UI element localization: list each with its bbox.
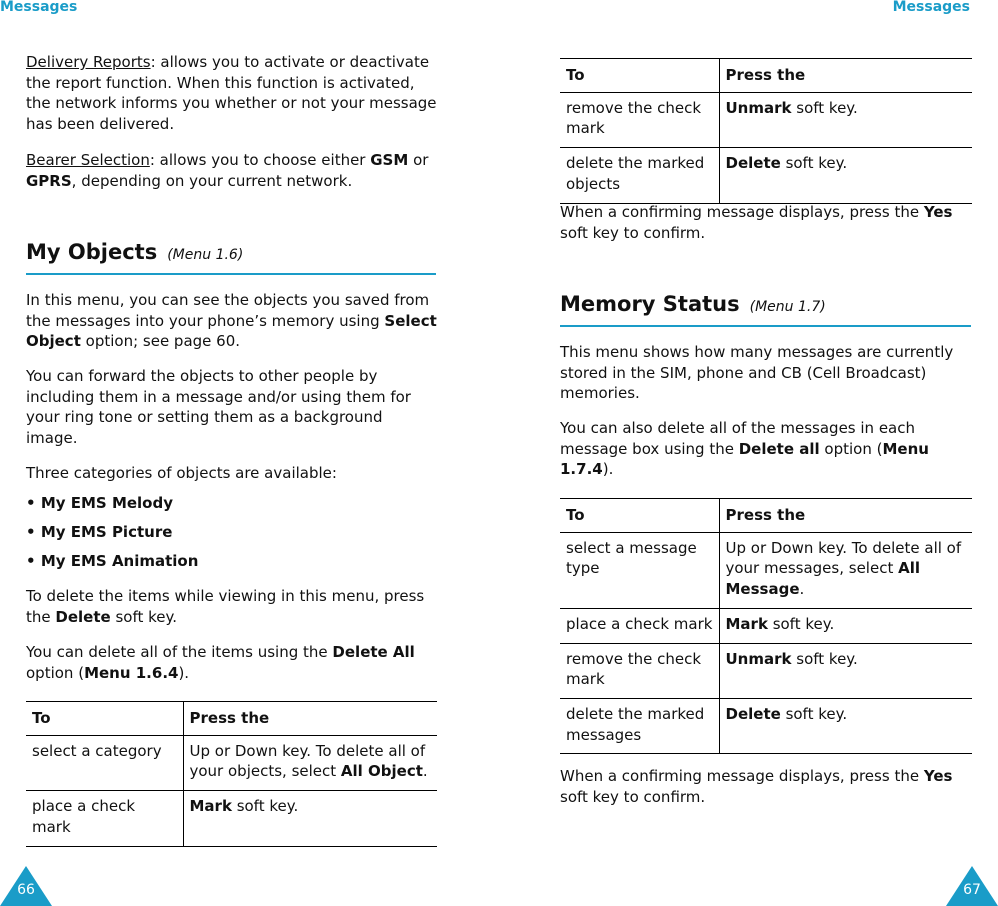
- running-header-right: Messages: [892, 0, 970, 15]
- text: In this menu, you can see the objects you saved from the messages into your phone’s memory using: [26, 291, 430, 330]
- text: When a confirming message displays, press the: [560, 767, 924, 785]
- list-item: • My EMS Picture: [26, 522, 198, 551]
- text: option; see page 60.: [80, 332, 241, 351]
- text: Delete: [725, 704, 781, 723]
- text: select a category: [26, 735, 183, 790]
- text: soft key.: [110, 607, 178, 626]
- text: place a check mark: [560, 608, 719, 643]
- text: You can delete all of the items using the: [26, 643, 333, 661]
- text: .: [422, 762, 428, 781]
- column-header: Press the: [719, 59, 972, 93]
- text: soft key.: [780, 154, 848, 173]
- text: Delete: [55, 607, 111, 626]
- text: ).: [602, 460, 614, 479]
- text: Yes: [923, 767, 953, 785]
- text: You can also delete all of the messages in each message box using the: [560, 419, 915, 458]
- section-title-my-objects: [26, 238, 436, 275]
- right-key-table-2: [560, 498, 972, 754]
- paragraph: [560, 418, 960, 480]
- text: 67: [963, 882, 981, 898]
- text: GPRS: [26, 171, 72, 190]
- paragraph: This menu shows how many messages are currently stored in the SIM, phone and CB (Cell Broadcast) memories.: [560, 343, 954, 403]
- column-header: To: [560, 499, 719, 533]
- text: soft key.: [780, 704, 848, 723]
- text: place a check mark: [26, 791, 183, 846]
- text: option (: [819, 439, 883, 458]
- text: soft key.: [231, 797, 299, 816]
- paragraph: [26, 586, 438, 627]
- term: Delivery Reports: [26, 53, 151, 71]
- text: (Menu 1.6): [167, 247, 244, 263]
- text: GSM: [370, 151, 409, 169]
- text: Delete all: [738, 439, 820, 458]
- text: soft key.: [767, 614, 835, 633]
- text: Bearer Selection: [26, 151, 150, 169]
- text: Unmark: [725, 98, 792, 117]
- table-row: [26, 735, 437, 790]
- left-key-table: [26, 701, 437, 847]
- text: Up or Down key. To delete all of your objects, select: [189, 741, 426, 781]
- paragraph: [560, 766, 975, 807]
- text: Yes: [923, 203, 953, 221]
- right-key-table-1: [560, 58, 972, 204]
- text: Menu 1.7.4: [560, 439, 929, 479]
- text: .: [799, 580, 805, 599]
- table-row: [560, 643, 972, 698]
- paragraph: [26, 290, 438, 352]
- paragraph: Three categories of objects are available:: [26, 464, 337, 482]
- bearer-selection-paragraph: [26, 150, 438, 191]
- text: soft key to confirm.: [560, 223, 706, 242]
- text: , depending on your current network.: [71, 171, 353, 190]
- text: soft key.: [791, 98, 858, 117]
- column-header: To: [560, 59, 719, 93]
- section-title-memory-status: [560, 290, 971, 327]
- column-header: Press the: [183, 702, 437, 736]
- text: Delete: [725, 154, 781, 173]
- text: : allows you to activate or deactivate the report function. When this function is activated, the network informs you whether or not your message has been delivered.: [26, 53, 437, 134]
- list-item: • My EMS Melody: [26, 493, 198, 522]
- text: : allows you to choose either: [149, 151, 371, 169]
- column-header: To: [26, 702, 183, 736]
- table-row: [560, 148, 972, 203]
- text: Mark: [725, 614, 768, 633]
- text: To delete the items while viewing in this menu, press the: [26, 587, 425, 626]
- text: Delete All: [332, 643, 415, 661]
- delivery-reports-paragraph: [26, 52, 438, 135]
- page-number-left: [0, 866, 52, 906]
- table-row: [560, 92, 972, 147]
- text: 66: [17, 882, 35, 898]
- text: Select Object: [26, 311, 437, 351]
- text: Mark: [189, 797, 232, 816]
- text: option (: [26, 663, 85, 682]
- text: Menu 1.6.4: [84, 663, 179, 682]
- table-row: [560, 608, 972, 643]
- text: Unmark: [725, 649, 792, 668]
- text: remove the check mark: [560, 92, 719, 147]
- table-row: [26, 791, 437, 846]
- text: select a message type: [560, 532, 719, 608]
- paragraph: You can forward the objects to other people by including them in a message and/or using them for your ring tone or setting them as a background image.: [26, 367, 411, 448]
- text: soft key to confirm.: [560, 787, 706, 806]
- paragraph: [560, 202, 975, 243]
- text: soft key.: [791, 649, 858, 668]
- text: delete the marked messages: [560, 698, 719, 753]
- table-row: [560, 698, 972, 753]
- text: Memory Status: [560, 292, 740, 316]
- column-header: Press the: [719, 499, 972, 533]
- text: ).: [178, 663, 190, 682]
- object-category-list: [26, 493, 198, 580]
- text: Up or Down key. To delete all of your messages, select: [725, 538, 962, 578]
- text: delete the marked objects: [560, 148, 719, 203]
- paragraph: [26, 642, 438, 683]
- text: remove the check mark: [560, 643, 719, 698]
- text: All Message: [725, 559, 921, 599]
- page-number-right: [946, 866, 998, 906]
- text: When a confirming message displays, press the: [560, 203, 924, 221]
- text: or: [408, 151, 429, 169]
- text: My Objects: [26, 240, 158, 264]
- list-item: • My EMS Animation: [26, 551, 198, 580]
- running-header-left: Messages: [0, 0, 78, 15]
- text: All Object: [340, 762, 423, 781]
- table-row: [560, 532, 972, 608]
- text: (Menu 1.7): [749, 299, 826, 315]
